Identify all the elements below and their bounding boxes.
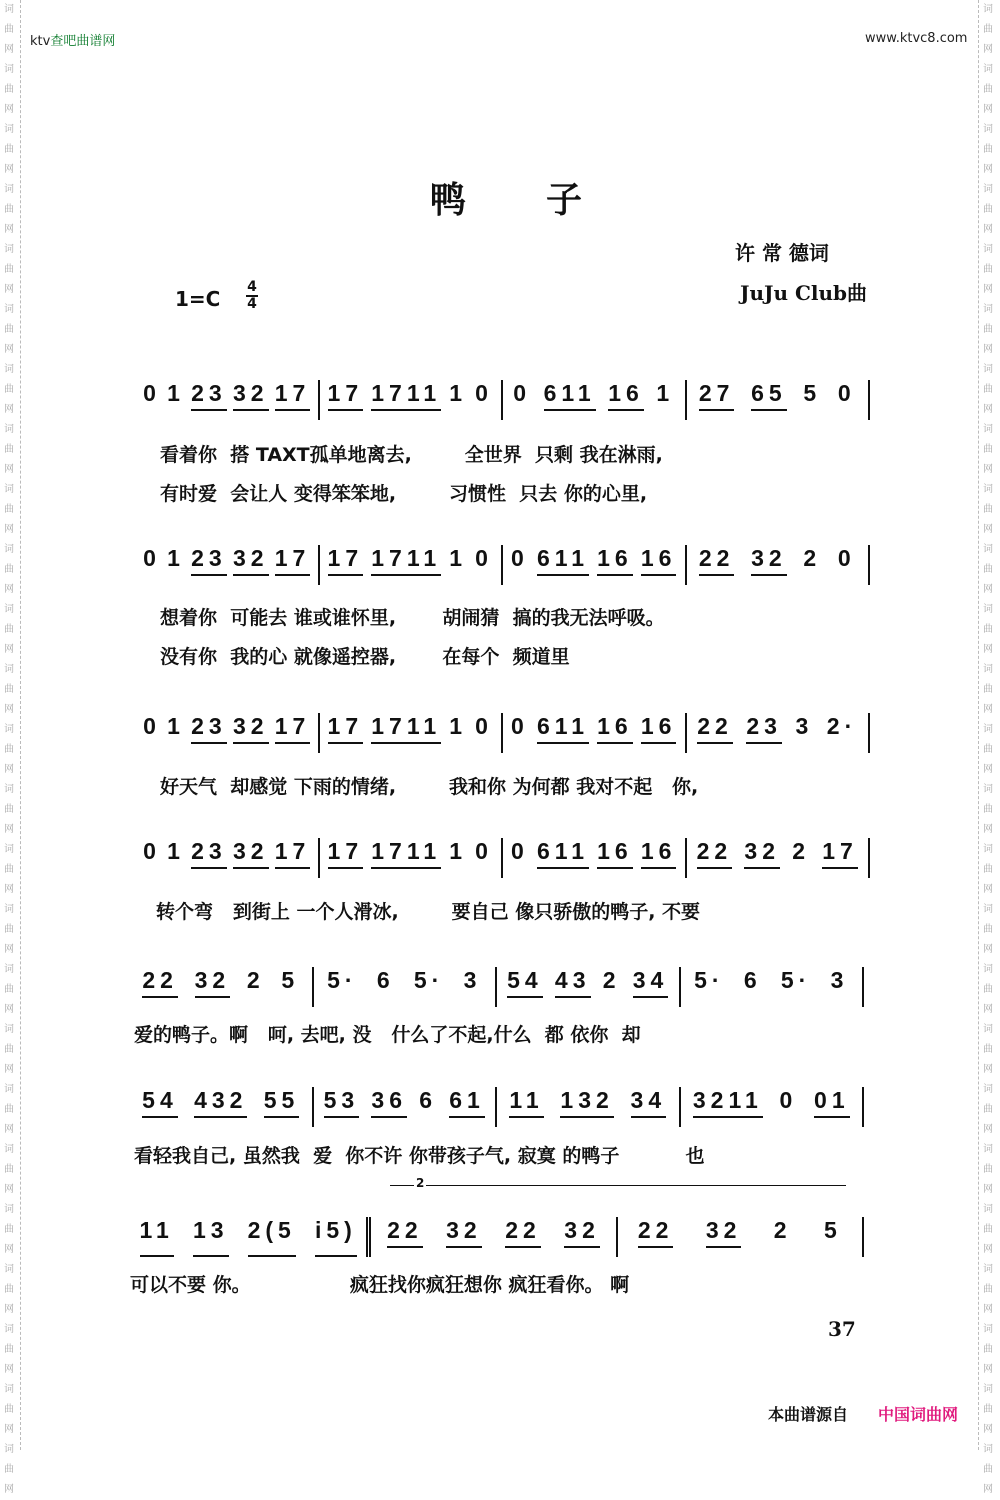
watermark-text: 词 曲 网 (983, 1324, 993, 1375)
watermark-text: 词 曲 网 (4, 784, 14, 835)
note-group: 16 (597, 545, 633, 576)
note-group: 23 (191, 545, 227, 576)
watermark-text: 词 曲 网 (983, 604, 993, 655)
measure (618, 1217, 864, 1257)
note-group: 5· (694, 967, 725, 993)
watermark-text: 词 曲 网 (4, 304, 14, 355)
note-group: 22 (387, 1217, 423, 1248)
note-group: 11 (140, 1217, 174, 1257)
note-group: 3 (463, 967, 482, 993)
note-group: 17 (275, 545, 311, 576)
note-group: 17 (328, 838, 364, 869)
note-group: 13 (193, 1217, 229, 1257)
watermark-text: 词 曲 网 (983, 844, 993, 895)
measure (681, 1087, 865, 1127)
note-group: 0 (837, 545, 856, 571)
note-group: 16 (641, 545, 677, 576)
note-group: 36 (371, 1087, 407, 1118)
watermark-text: 词 曲 网 (4, 1024, 14, 1075)
note-group: 1 (449, 380, 468, 406)
note-group: 3 (795, 713, 814, 739)
footer-source-label: 本曲谱源自 (768, 1405, 849, 1424)
watermark-text: 词 曲 网 (4, 424, 14, 475)
note-group: 32 (233, 713, 269, 744)
watermark-text: 词 曲 网 (4, 1144, 14, 1195)
note-group: 0 (511, 838, 529, 864)
watermark-text: 词 曲 网 (4, 1384, 14, 1435)
watermark-text: 词 曲 网 (983, 904, 993, 955)
lyric-line: 想着你 可能去 谁或谁怀里, 胡闹猜 搞的我无法呼吸。 (160, 607, 665, 629)
score-row (136, 713, 870, 749)
watermark-text: 词 曲 网 (4, 1264, 14, 1315)
note-group: 2 (602, 967, 621, 993)
note-group: 6 (376, 967, 395, 993)
watermark-text: 词 曲 网 (4, 184, 14, 235)
watermark-text: 词 曲 网 (983, 364, 993, 415)
score-row (136, 380, 870, 416)
note-group: 0 (511, 713, 529, 739)
watermark-text: 词 曲 网 (4, 1204, 14, 1255)
note-group: 1711 (371, 713, 441, 744)
note-group: 0 (475, 713, 493, 739)
time-signature (246, 280, 258, 312)
watermark-text: 词 曲 网 (4, 844, 14, 895)
score-row (130, 1217, 864, 1253)
lyric-line: 好天气 却感觉 下雨的情绪, 我和你 为何都 我对不起 你, (160, 776, 699, 798)
right-watermark-strip (978, 0, 999, 1495)
note-group: 0 (475, 380, 493, 406)
note-group: 0 (837, 380, 856, 406)
measure (136, 713, 320, 753)
watermark-text: 词 曲 网 (983, 544, 993, 595)
watermark-text: 词 曲 网 (4, 484, 14, 535)
note-group: 1711 (371, 545, 441, 576)
note-group: 0 (513, 380, 532, 406)
watermark-text: 词 曲 网 (983, 1084, 993, 1135)
note-group: 0 (779, 1087, 798, 1113)
note-group: 0 (475, 545, 493, 571)
watermark-text: 词 曲 网 (983, 1384, 993, 1435)
watermark-text: 词 曲 网 (4, 1444, 14, 1495)
measure (136, 380, 320, 420)
watermark-text: 词 曲 网 (4, 4, 14, 55)
note-group: 22 (142, 967, 178, 998)
note-group: 2 (246, 967, 265, 993)
lyric-line: 可以不要 你。 疯狂找你疯狂想你 疯狂看你。 啊 (130, 1274, 630, 1296)
song-title: 鸭子 (430, 179, 663, 221)
note-group: 23 (191, 713, 227, 744)
watermark-text: 词 曲 网 (4, 1084, 14, 1135)
note-group: 0 (143, 838, 161, 864)
note-group: 2 (792, 838, 811, 864)
watermark-text: 词 曲 网 (983, 724, 993, 775)
note-group: 611 (544, 380, 596, 411)
note-group: 1 (167, 713, 185, 739)
watermark-text: 词 曲 网 (983, 424, 993, 475)
note-group: 2· (826, 713, 858, 739)
note-group: 2 (803, 545, 822, 571)
note-group: 0 (511, 545, 529, 571)
measure (503, 713, 687, 753)
note-group: 17 (822, 838, 858, 869)
note-group: 32 (446, 1217, 482, 1248)
score-row (136, 838, 870, 874)
note-group: 1711 (371, 838, 441, 869)
left-watermark-strip (0, 0, 21, 1495)
measure (130, 1217, 371, 1257)
time-bottom: 4 (247, 296, 257, 312)
watermark-text: 词 曲 网 (4, 544, 14, 595)
note-group: 65 (751, 380, 787, 411)
note-group: 0 (143, 713, 161, 739)
lyric-line: 没有你 我的心 就像遥控器, 在每个 频道里 (160, 646, 570, 668)
note-group: 0 (143, 545, 161, 571)
watermark-text: 词 曲 网 (983, 1264, 993, 1315)
site-link-right[interactable]: www.ktvc8.com (865, 31, 968, 46)
note-group: 54 (507, 967, 543, 998)
note-group: 5 (281, 967, 300, 993)
measure (136, 545, 320, 585)
note-group: 2(5 (248, 1217, 296, 1257)
measure (314, 967, 498, 1007)
watermark-text: 词 曲 网 (983, 1144, 993, 1195)
watermark-text: 词 曲 网 (4, 244, 14, 295)
note-group: 32 (564, 1217, 600, 1248)
note-group: 17 (275, 838, 311, 869)
note-group: 1 (449, 713, 468, 739)
measure (687, 380, 871, 420)
note-group: 23 (746, 713, 782, 744)
watermark-text: 词 曲 网 (983, 4, 993, 55)
measure (687, 838, 871, 878)
watermark-text: 词 曲 网 (983, 64, 993, 115)
note-group: 32 (706, 1217, 742, 1248)
lyric-line: 看着你 搭 TAXT孤单地离去, 全世界 只剩 我在淋雨, (160, 444, 663, 466)
note-group: 0 (475, 838, 493, 864)
lyric-line: 转个弯 到街上 一个人滑冰, 要自己 像只骄傲的鸭子, 不要 (156, 901, 701, 923)
note-group: 1 (167, 380, 185, 406)
watermark-text: 词 曲 网 (4, 1324, 14, 1375)
note-group: 611 (537, 713, 589, 744)
note-group: 16 (608, 380, 644, 411)
measure (314, 1087, 498, 1127)
watermark-text: 词 曲 网 (983, 784, 993, 835)
measure (503, 838, 687, 878)
note-group: 5 (803, 380, 822, 406)
lyric-line: 看轻我自己, 虽然我 爱 你不许 你带孩子气, 寂寞 的鸭子 也 (134, 1145, 705, 1167)
note-group: 0 (143, 380, 161, 406)
measure (687, 545, 871, 585)
lyricist: 许 常 德词 (735, 241, 829, 265)
site-left-prefix: ktv (30, 34, 51, 49)
note-group: 32 (744, 838, 780, 869)
note-group: 54 (142, 1087, 178, 1118)
note-group: 6 (743, 967, 762, 993)
composer: JuJu Club曲 (740, 281, 868, 305)
note-group: 3211 (693, 1087, 763, 1118)
lyric-line: 爱的鸭子。啊 呵, 去吧, 没 什么了不起,什么 都 依你 却 (134, 1024, 641, 1046)
footer-source-site[interactable]: 中国词曲网 (878, 1405, 959, 1424)
note-group: 17 (275, 713, 311, 744)
note-group: 611 (537, 545, 589, 576)
measure (371, 1217, 617, 1257)
measure (687, 713, 871, 753)
watermark-text: 词 曲 网 (983, 124, 993, 175)
measure (497, 1087, 681, 1127)
volta-number: 2 (416, 1176, 425, 1190)
note-group: 32 (751, 545, 787, 576)
note-group: 43 (555, 967, 591, 998)
watermark-text: 词 曲 网 (4, 724, 14, 775)
note-group: 432 (194, 1087, 247, 1118)
note-group: 17 (328, 713, 364, 744)
measure (320, 838, 504, 878)
note-group: 22 (697, 713, 733, 744)
key-signature: 1=C (175, 287, 221, 311)
watermark-text: 词 曲 网 (4, 64, 14, 115)
score-row (130, 1087, 864, 1123)
note-group: 1711 (371, 380, 441, 411)
measure (136, 838, 320, 878)
page-number: 37 (828, 1317, 856, 1341)
note-group: 6 (419, 1087, 438, 1113)
note-group: 53 (324, 1087, 360, 1118)
watermark-text: 词 曲 网 (4, 664, 14, 715)
note-group: 11 (509, 1087, 543, 1118)
note-group: 5 (823, 1217, 842, 1243)
note-group: 32 (195, 967, 231, 998)
note-group: 1 (167, 838, 185, 864)
watermark-text: 词 曲 网 (4, 124, 14, 175)
note-group: 17 (275, 380, 311, 411)
watermark-text: 词 曲 网 (4, 904, 14, 955)
measure (681, 967, 865, 1007)
measure (320, 713, 504, 753)
note-group: 17 (328, 545, 364, 576)
watermark-text: 词 曲 网 (983, 484, 993, 535)
lyric-line: 有时爱 会让人 变得笨笨地, 习惯性 只去 你的心里, (160, 483, 648, 505)
note-group: 1 (449, 838, 468, 864)
watermark-text: 词 曲 网 (983, 244, 993, 295)
note-group: 132 (560, 1087, 613, 1118)
note-group: 16 (641, 838, 677, 869)
note-group: 22 (638, 1217, 674, 1248)
watermark-text: 词 曲 网 (4, 364, 14, 415)
note-group: 23 (191, 380, 227, 411)
note-group: 1 (656, 380, 675, 406)
note-group: 1 (449, 545, 468, 571)
note-group: 32 (233, 380, 269, 411)
measure (503, 380, 687, 420)
watermark-text: 词 曲 网 (983, 304, 993, 355)
measure (497, 967, 681, 1007)
note-group: 16 (597, 713, 633, 744)
note-group: 1 (167, 545, 185, 571)
note-group: 32 (233, 545, 269, 576)
note-group: 17 (328, 380, 364, 411)
note-group: 34 (631, 1087, 667, 1118)
note-group: 23 (191, 838, 227, 869)
note-group: 34 (633, 967, 669, 998)
note-group: 22 (697, 838, 733, 869)
watermark-text: 词 曲 网 (983, 664, 993, 715)
time-top: 4 (247, 279, 257, 295)
note-group: 27 (699, 380, 735, 411)
measure (503, 545, 687, 585)
measure (130, 1087, 314, 1127)
note-group: 01 (814, 1087, 850, 1118)
measure (320, 545, 504, 585)
site-left-name: 查吧曲谱网 (50, 34, 116, 49)
note-group: 16 (597, 838, 633, 869)
score-row (130, 967, 864, 1003)
note-group: 5· (327, 967, 358, 993)
note-group: 61 (449, 1087, 485, 1118)
note-group: 5· (413, 967, 445, 993)
watermark-text: 词 曲 网 (983, 184, 993, 235)
volta-bracket (390, 1176, 846, 1198)
note-group: 611 (537, 838, 589, 869)
note-group: i5) (315, 1217, 357, 1257)
note-group: 32 (233, 838, 269, 869)
note-group: 2 (773, 1217, 792, 1243)
measure (130, 967, 314, 1007)
note-group: 55 (264, 1087, 300, 1118)
score-row (136, 545, 870, 581)
site-link-left[interactable] (30, 30, 115, 49)
watermark-text: 词 曲 网 (983, 1444, 993, 1495)
note-group: 5· (780, 967, 812, 993)
watermark-text: 词 曲 网 (983, 1204, 993, 1255)
watermark-text: 词 曲 网 (983, 964, 993, 1015)
note-group: 22 (699, 545, 735, 576)
watermark-text: 词 曲 网 (4, 964, 14, 1015)
note-group: 16 (641, 713, 677, 744)
note-group: 22 (505, 1217, 541, 1248)
note-group: 3 (830, 967, 849, 993)
measure (320, 380, 504, 420)
watermark-text: 词 曲 网 (983, 1024, 993, 1075)
watermark-text: 词 曲 网 (4, 604, 14, 655)
